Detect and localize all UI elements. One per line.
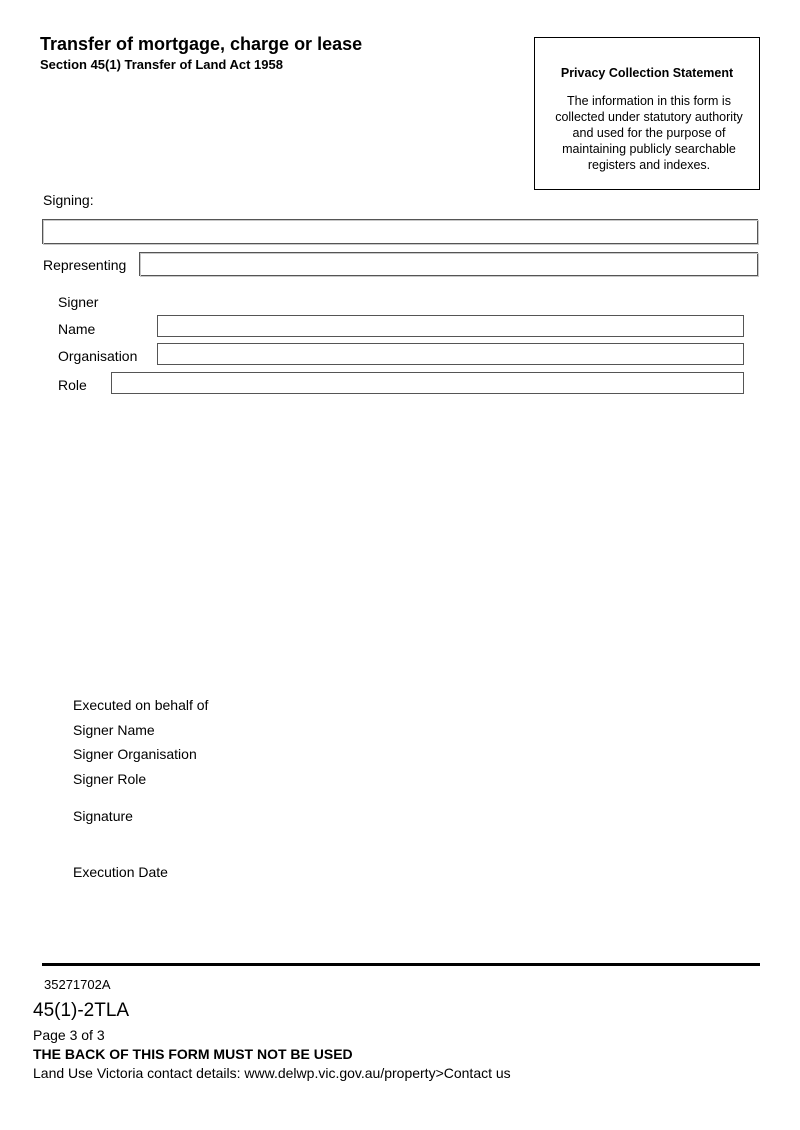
- privacy-statement-box: [534, 37, 760, 190]
- execution-date-label: Execution Date: [73, 864, 168, 880]
- privacy-statement-body: The information in this form is collected under statutory authority and used for the purpose of maintaining publicly searchable registers and indexes.: [555, 94, 743, 172]
- signer-name-label: Name: [58, 321, 96, 337]
- footer-divider: [42, 963, 760, 966]
- executed-on-behalf-of-label: Executed on behalf of: [73, 697, 209, 713]
- page-number: Page 3 of 3: [33, 1027, 105, 1043]
- contact-details: Land Use Victoria contact details: www.delwp.vic.gov.au/property>Contact us: [33, 1065, 511, 1081]
- signature-label: Signature: [73, 808, 133, 824]
- signer-organisation-field[interactable]: [157, 343, 744, 365]
- signer-heading: Signer: [58, 294, 99, 310]
- signer-role-label: Role: [58, 377, 87, 393]
- signing-label: Signing:: [43, 192, 94, 208]
- form-code: 45(1)-2TLA: [33, 1000, 130, 1021]
- signer-name-field[interactable]: [157, 315, 744, 337]
- back-of-form-note: THE BACK OF THIS FORM MUST NOT BE USED: [33, 1046, 353, 1062]
- representing-field[interactable]: [139, 252, 758, 276]
- form-subtitle: Section 45(1) Transfer of Land Act 1958: [40, 57, 283, 72]
- execution-signer-role-label: Signer Role: [73, 771, 147, 787]
- execution-signer-organisation-label: Signer Organisation: [73, 746, 197, 762]
- document-code: 35271702A: [44, 977, 111, 992]
- signing-field[interactable]: [42, 219, 758, 244]
- signer-organisation-label: Organisation: [58, 348, 138, 364]
- execution-signer-name-label: Signer Name: [73, 722, 155, 738]
- form-title: Transfer of mortgage, charge or lease: [40, 34, 363, 54]
- signer-role-field[interactable]: [111, 372, 744, 394]
- representing-label: Representing: [43, 257, 127, 273]
- privacy-statement-title: Privacy Collection Statement: [560, 66, 734, 80]
